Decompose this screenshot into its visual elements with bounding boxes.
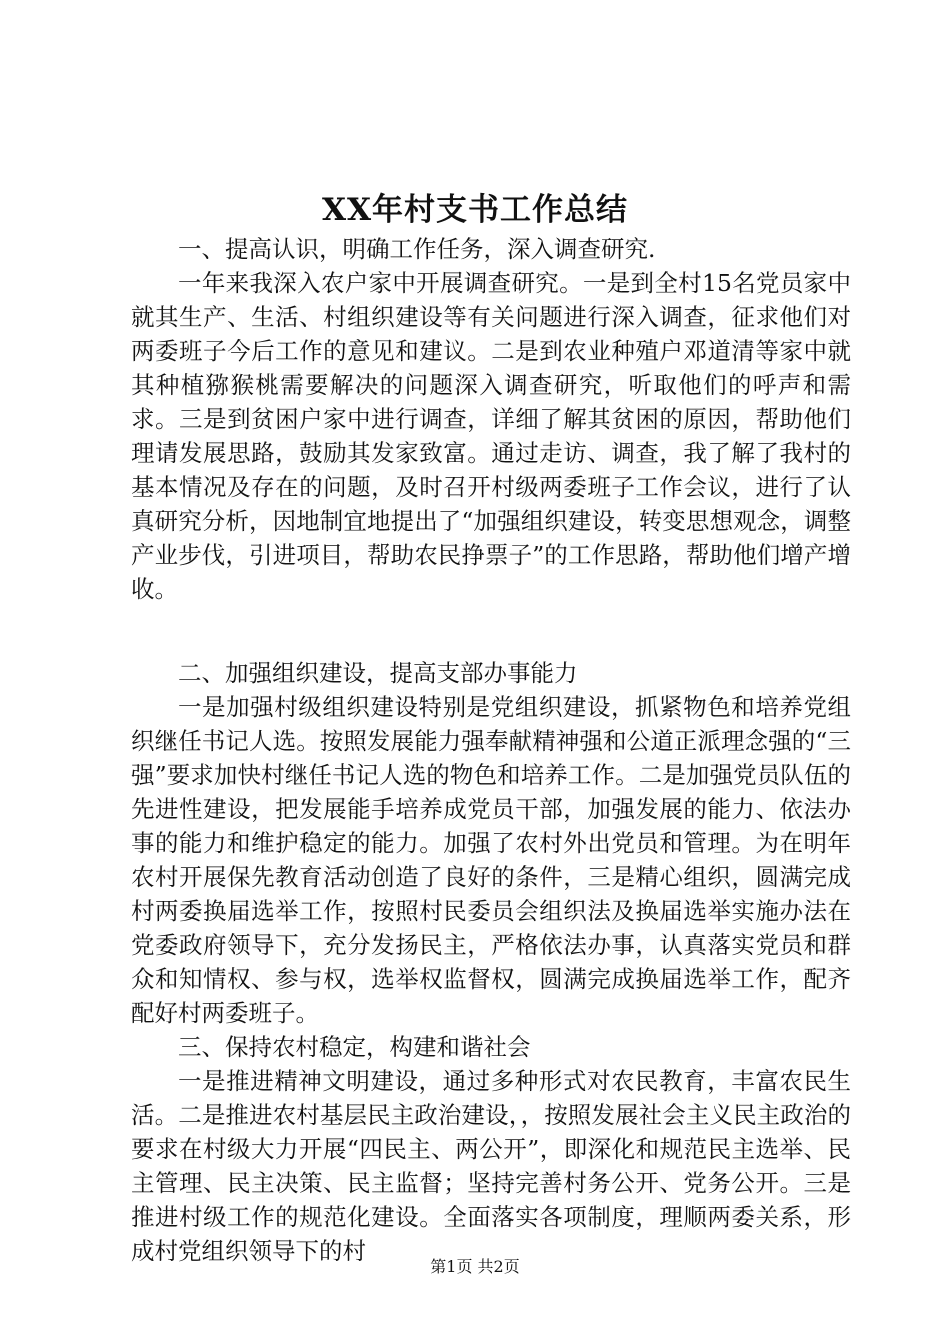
section-1-paragraph: 一年来我深入农户家中开展调查研究。一是到全村15名党员家中就其生产、生活、村组织建设等有关问题进行深入调查，征求他们对两委班子今后工作的意见和建议。二是到农业种殖户邓道清等家中就其种植猕猴桃需要解决的问题深入调查研究，听取他们的呼声和需求。三是到贫困户家中进行调查，详细了解其贫困的原因，帮助他们理请发展思路，鼓励其发家致富。通过走访、调查，我了解了我村的基本情况及存在的问题，及时召开村级两委班子工作会议，进行了认真研究分析，因地制宜地提出了“加强组织建设，转变思想观念，调整产业步伐，引进项目，帮助农民挣票子”的工作思路，帮助他们增产增收。 xyxy=(131,269,851,603)
document-body xyxy=(131,232,851,1268)
section-3-heading: 三、保持农村稳定，构建和谐社会 xyxy=(178,1033,531,1061)
document-title: XX年村支书工作总结 xyxy=(321,192,629,228)
paragraph-spacer xyxy=(131,606,851,656)
section-1-heading: 一、提高认识，明确工作任务，深入调查研究. xyxy=(178,235,656,263)
section-2-heading: 二、加强组织建设，提高支部办事能力 xyxy=(178,659,578,687)
section-2-paragraph: 一是加强村级组织建设特别是党组织建设，抓紧物色和培养党组织继任书记人选。按照发展能力强奉献精神强和公道正派理念强的“三强”要求加快村继任书记人选的物色和培养工作。二是加强党员队伍的先进性建设，把发展能手培养成党员干部，加强发展的能力、依法办事的能力和维护稳定的能力。加强了农村外出党员和管理。为在明年农村开展保先教育活动创造了良好的条件，三是精心组织，圆满完成村两委换届选举工作，按照村民委员会组织法及换届选举实施办法在党委政府领导下，充分发扬民主，严格依法办事，认真落实党员和群众和知情权、参与权，选举权监督权，圆满完成换届选举工作，配齐配好村两委班子。 xyxy=(131,693,851,1027)
section-3-paragraph: 一是推进精神文明建设，通过多种形式对农民教育，丰富农民生活。二是推进农村基层民主政治建设，，按照发展社会主义民主政治的要求在村级大力开展“四民主、两公开”，即深化和规范民主选举、民主管理、民主决策、民主监督；坚持完善村务公开、党务公开。三是推进村级工作的规范化建设。全面落实各项制度，理顺两委关系，形成村党组织领导下的村 xyxy=(131,1067,851,1265)
page-number-footer: 第1页 共2页 xyxy=(430,1257,520,1276)
